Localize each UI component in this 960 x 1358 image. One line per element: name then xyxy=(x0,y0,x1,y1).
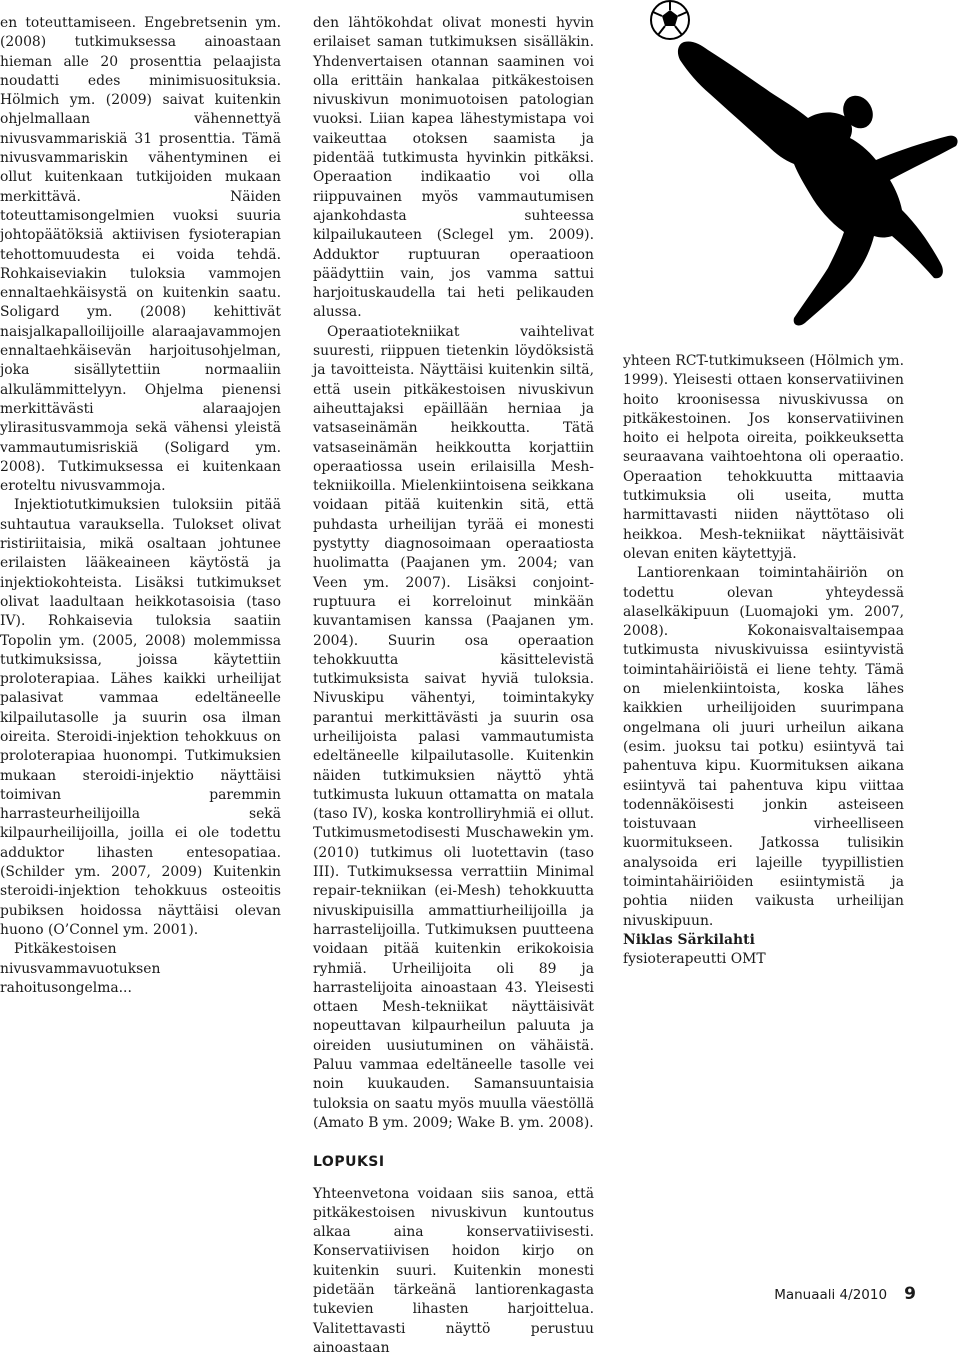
paragraph: Yhteenvetona voidaan siis sanoa, että pitkäkestoisen nivuskivun kuntoutus alkaa aina konservatiivisesti. Konservatiivisen hoidon kirjo on kuitenkin suuri. Kuitenkin monesti pidetään tärkeänä lantiorenkagasta tukevien lihasten harjoittelua. Valitettavasti näyttö perustuu ainoastaan xyxy=(313,1185,594,1356)
paragraph: Operaatiotekniikat vaihtelivat suuresti, riippuen tietenkin löydöksistä ja tavoitteista. Näyttäisi kuitenkin siltä, että usein pitkäkestoisen nivuskivun aiheuttajaksi epäillään herniaa ja vatsaseinämän heikkoutta. Tätä vatsaseinämän heikkoutta korjattiin operaatiossa usein erilaisilla Mesh-tekniikoilla. Mielenkiintoisena seikkana voidaan pitää kuitenkin sitä, että puhdasta urheilijan tyrää ei monesti pystytty diagnosoimaan operaatiosta huolimatta (Paajanen ym. 2004; van Veen ym. 2007). Lisäksi conjoint-ruptuura ei korreloinut minkään kuvantamisen kanssa (Paajanen ym. 2004). Suurin osa operaation tehokkuutta käsittelevistä tutkimuksista saivat hyviä tuloksia. Nivuskipu vähentyi, toimintakyky parantui merkittävästi ja suurin osa urheilijoista palasi vammautumista edeltäneelle kilpailutasolle. Kuitenkin näiden tutkimuksien näyttö yhtä tutkimusta lukuun ottamatta on matala (taso IV), koska kontrolliryhmiä ei ollut. Tutkimusmetodisesti Muschawekin ym. (2010) tutkimus oli luotettavin (taso III). Tutkimuksessa verrattiin Minimal repair-tekniikan (ei-Mesh) tehokkuutta nivuskipuisilla ammattiurheilijoilla ja harrastelijoilla. Tutkimuksen puutteena voidaan pitää kuitenkin erikokoisia ryhmiä. Urheilijoita oli 89 ja harrastelijoita ainoastaan 43. Yleisesti ottaen Mesh-tekniikat näyttäisivät nopeuttavan kilpaurheilun paluuta ja oireiden uusiutuminen on vähäistä. Paluu vammaa edeltäneelle tasolle vei noin kuukauden. Samansuuntaisia tuloksia on saatu myös muulla väestöllä (Amato B ym. 2009; Wake B. ym. 2008). xyxy=(313,323,594,1131)
soccer-ball-icon xyxy=(651,1,689,39)
paragraph: Lantiorenkaan toimintahäiriön on todettu olevan yhteydessä alaselkäkipuun (Luomajoki ym. 2007, 2008). Kokonaisvaltaisempaa tutkimusta nivuskivuissa esiintyvistä toimintahäiriöistä ei liene tehty. Tämä on mielenkiintoista, koska lähes kaikkien urheilijoiden suurimpana ongelmana oli juuri urheilun aikana (esim. juoksu tai potku) esiintyvä tai pahentuva kipu. Kuormituksen aikana esiintyvä tai pahentuva kipu viittaa todennäköisesti jonkin asteiseen toistuvaan virheelliseen kuormitukseen. Jatkossa tulisikin analysoida eri lajeille tyypillistien toimintahäiriöiden esiintymistä ja pohtia niiden vaikusta urheilijan nivuskipuun. xyxy=(623,565,904,929)
paragraph: den lähtökohdat olivat monesti hyvin erilaiset saman tutkimuksen sisälläkin. Yhdenvertaisen otannan saaminen voi olla erittäin hankalaa pitkäkestoisen nivuskivun monimuotoisen patologian vuoksi. Liian kapea lähestymistapa voi vaikeuttaa otoksen saamista ja pidentää tutkimusta hyvinkin pitkäksi. Operaation indikaatio voi olla riippuvainen myös vammautumisen ajankohdasta suhteessa kilpailukauteen (Sclegel ym. 2009). Adduktor ruptuuran operaatioon päädyttiin vain, jos vamma sattui harjoituskaudella tai heti pelikauden alussa. xyxy=(313,15,594,321)
author-title: fysioterapeutti OMT xyxy=(623,951,766,968)
section-heading: LOPUKSI xyxy=(313,1154,385,1171)
paragraph: yhteen RCT-tutkimukseen (Hölmich ym. 1999). Yleisesti ottaen konservatiivinen hoito kroonisessa nivuskivussa on pitkäkestoinen. Jos konservatiivinen hoito ei helpota oireita, poikkeuksetta seuraavana vaihtoehtona oli operaatio. Operaation tehokkuutta mittaavia tutkimuksia oli useita, mutta harmittavasti niiden näyttötaso oli heikkoa. Mesh-tekniikat näyttäisivät olevan eniten käytettyjä. xyxy=(623,353,904,562)
text-column-middle xyxy=(313,14,594,1358)
text-column-right xyxy=(623,352,904,970)
publication-label: Manuaali 4/2010 xyxy=(774,1287,888,1303)
goalkeeper-silhouette-icon xyxy=(600,0,960,345)
text-column-left xyxy=(0,14,281,998)
page-footer xyxy=(690,1284,916,1304)
paragraph: Injektiotutkimuksien tuloksiin pitää suhtautua varauksella. Tulokset olivat ristiriitaisia, mikä osaltaan johtunee erilaisten lääkeaineen käytöstä ja injektiokohteista. Lisäksi tutkimukset olivat laadultaan heikkotasoisia (taso IV). Rohkaisevia tuloksia saatiin Topolin ym. (2005, 2008) molemmissa tutkimuksissa, joissa käytettiin proloterapiaa. Lähes kaikki urheilijat palasivat vammaa edeltäneelle kilpailutasolle ja suurin osa ilman oireita. Steroidi-injektion tehokkuus on proloterapiaa huonompi. Tutkimuksien mukaan steroidi-injektio näyttäisi toimivan paremmin harrasteurheilijoilla sekä kilpaurheilijoilla, joilla ei ole todettu adduktor lihasten entesopatiaa. (Schilder ym. 2007, 2009) Kuitenkin steroidi-injektion tehokkuus osteoitis pubiksen hoidossa näyttäisi olevan huono (O’Connel ym. 2001). xyxy=(0,497,281,938)
paragraph: en toteuttamiseen. Engebretsenin ym. (2008) tutkimuksessa ainoastaan hieman alle 20 prosenttia pelaajista noudatti edes minimisuosituksia. Hölmich ym. (2009) saivat kuitenkin ohjelmallaan vähennettyä nivusvammariskiä 31 prosenttia. Tämä nivusvammariskin vähentyminen ei ollut kuitenkaan tutkijoiden mukaan merkittävä. Näiden toteuttamisongelmien vuoksi suuria johtopäätöksiä aktiivisen fysioterapian tehottomuudesta ei voida tehdä. Rohkaiseviakin tuloksia vammojen ennaltaehkäisystä on kuitenkin saatu. Soligard ym. (2008) kehittivät naisjalkapalloilijoille alaraajavammojen ennaltaehkäisevän harjoitusohjelman, joka sisällytettiin normaaliin alkulämmittelyyn. Ohjelma pienensi merkittävästi alaraajojen ylirasitusvammoja sekä vähensi yleistä vammautumisriskiä (Soligard ym. 2008). Tutkimuksessa ei kuitenkaan eroteltu nivusvammoja. xyxy=(0,15,281,495)
page-number: 9 xyxy=(904,1284,916,1304)
author-name: Niklas Särkilahti xyxy=(623,931,755,948)
paragraph: Pitkäkestoisen nivusvammavuotuksen rahoitusongelma... xyxy=(0,941,161,996)
